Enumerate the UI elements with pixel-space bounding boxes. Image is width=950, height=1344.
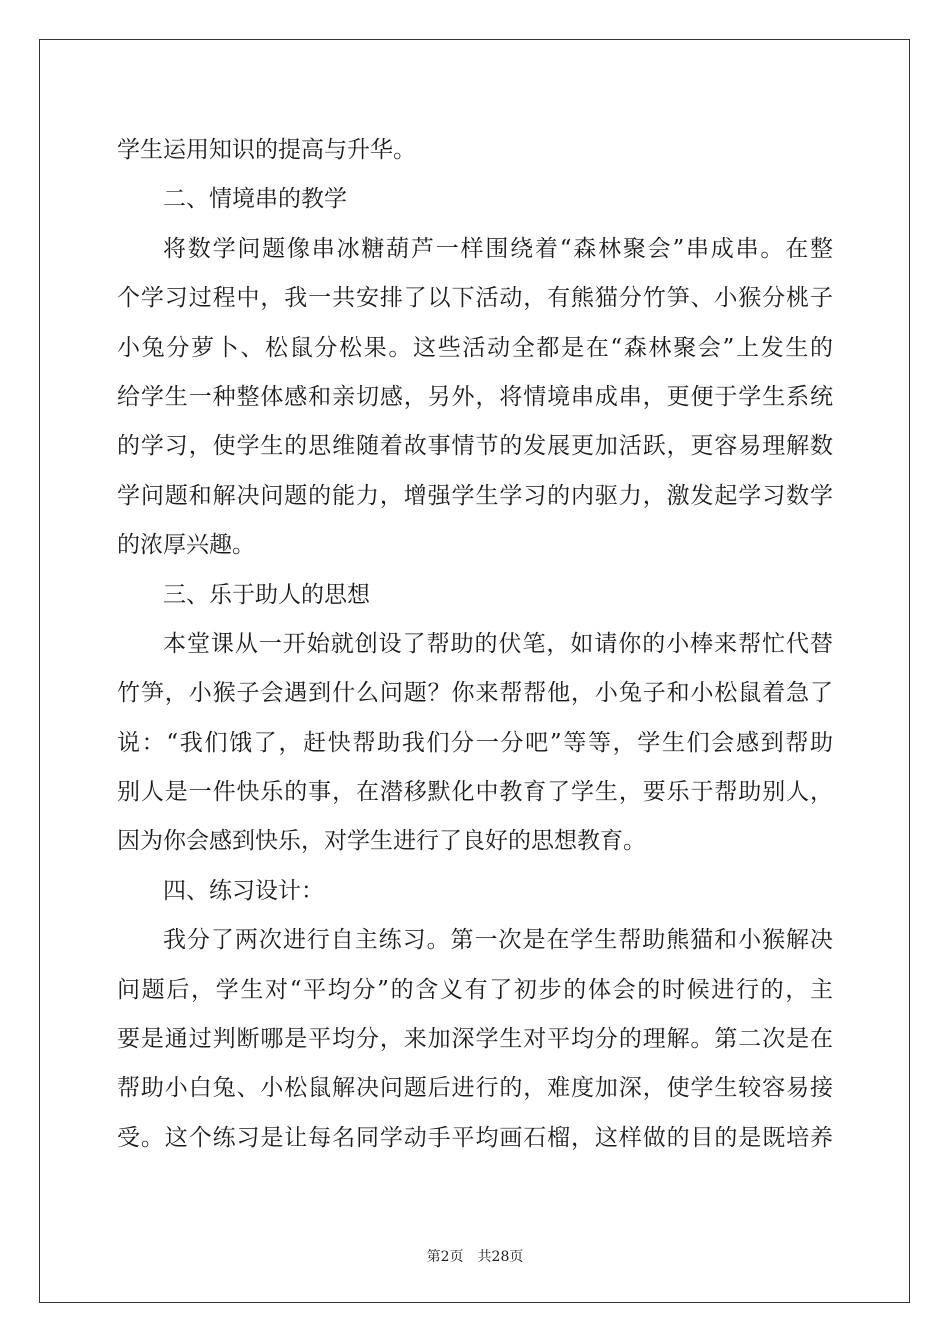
section-heading: 三、乐于助人的思想 [163, 581, 370, 608]
section-heading: 四、练习设计： [163, 877, 324, 904]
paragraph-line: 的学习，使学生的思维随着故事情节的发展更加活跃，更容易理解数 [117, 433, 833, 460]
paragraph-line: 受。这个练习是让每名同学动手平均画石榴，这样做的目的是既培养 [117, 1124, 833, 1151]
paragraph-line: 帮助小白兔、小松鼠解决问题后进行的，难度加深，使学生较容易接 [117, 1075, 833, 1102]
paragraph-line: 因为你会感到快乐，对学生进行了良好的思想教育。 [117, 828, 646, 855]
paragraph-line: 问题后，学生对“平均分”的含义有了初步的体会的时候进行的，主 [117, 976, 833, 1003]
paragraph-line: 要是通过判断哪是平均分，来加深学生对平均分的理解。第二次是在 [117, 1026, 833, 1053]
document-body [117, 126, 833, 1163]
paragraph-line: 个学习过程中，我一共安排了以下活动，有熊猫分竹笋、小猴分桃子 [117, 285, 833, 312]
paragraph-line: 别人是一件快乐的事，在潜移默化中教育了学生，要乐于帮助别人， [117, 779, 833, 806]
paragraph-line: 竹笋，小猴子会遇到什么问题？你来帮帮他，小兔子和小松鼠着急了 [117, 680, 833, 707]
paragraph-line: 我分了两次进行自主练习。第一次是在学生帮助熊猫和小猴解决 [163, 927, 833, 954]
paragraph-line: 学生运用知识的提高与升华。 [117, 137, 416, 163]
paragraph-line: 给学生一种整体感和亲切感，另外，将情境串成串，更便于学生系统 [117, 383, 833, 410]
paragraph-line: 本堂课从一开始就创设了帮助的伏笔，如请你的小棒来帮忙代替 [163, 630, 833, 657]
paragraph-line: 说：“我们饿了，赶快帮助我们分一分吧”等等，学生们会感到帮助 [117, 729, 833, 756]
page-number: 第2页 共28页 [426, 1249, 524, 1265]
paragraph-line: 小兔分萝卜、松鼠分松果。这些活动全都是在“森林聚会”上发生的 [117, 334, 833, 361]
paragraph-line: 的浓厚兴趣。 [117, 532, 255, 559]
paragraph-line: 学问题和解决问题的能力，增强学生学习的内驱力，激发起学习数学 [117, 482, 833, 509]
section-heading: 二、情境串的教学 [163, 186, 347, 213]
paragraph-line: 将数学问题像串冰糖葫芦一样围绕着“森林聚会”串成串。在整 [163, 235, 833, 262]
